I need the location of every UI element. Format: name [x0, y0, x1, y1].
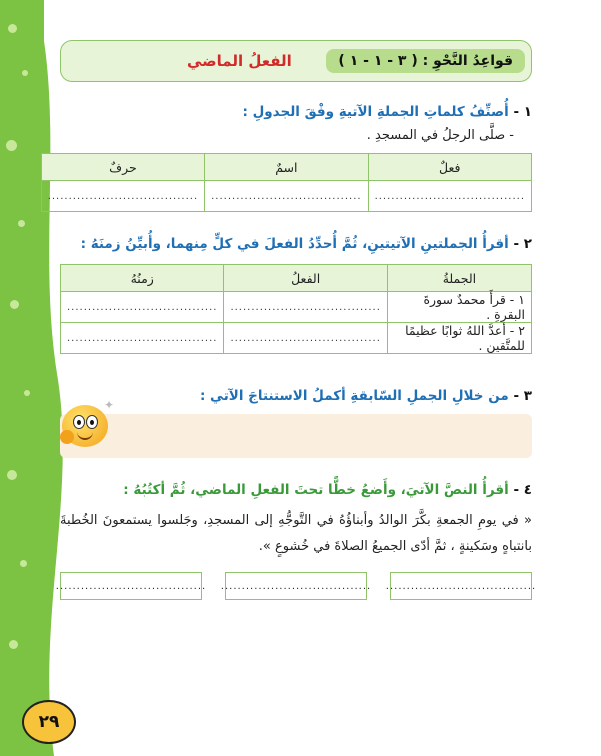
left-decorative-strip — [0, 0, 44, 756]
answer-blanks — [55, 572, 537, 600]
question-text: من خلالِ الجملِ السّابقةِ أكملُ الاستنتاجَ الآتي : — [199, 388, 509, 404]
dot-decoration — [22, 70, 28, 76]
dot-decoration — [20, 560, 27, 567]
dot-decoration — [9, 640, 18, 649]
column-header: الجملةُ — [387, 265, 531, 292]
answer-cell[interactable]: .................................... — [61, 292, 224, 323]
dot-decoration — [8, 24, 17, 33]
answer-cell[interactable]: .................................... — [41, 181, 204, 212]
worksheet — [47, 40, 537, 600]
question-text: أقرأُ النصَّ الآتيَ، وأَضعُ خطًّا تحتَ الفعلِ الماضي، ثُمَّ أكتُبُهُ : — [123, 482, 509, 498]
sentence-cell: ١ - قرأَ محمدٌ سورةَ البقرةِ . — [387, 292, 531, 323]
question-1 — [47, 104, 532, 212]
sentence-cell: ٢ - أعدَّ اللهُ ثوابًا عظيمًا للمتَّقين . — [387, 323, 531, 354]
dot-decoration — [6, 140, 17, 151]
verb-tense-table — [60, 264, 532, 354]
thought-spark-icon: ✦ — [104, 398, 115, 412]
question-number: ١ - — [513, 104, 532, 120]
answer-cell[interactable]: .................................... — [61, 323, 224, 354]
eye-icon — [86, 415, 98, 429]
answer-blank[interactable]: .................................... — [225, 572, 367, 600]
answer-blank[interactable]: .................................... — [390, 572, 532, 600]
dot-decoration — [10, 300, 19, 309]
title-bar — [60, 40, 532, 82]
column-header: اسمٌ — [205, 154, 368, 181]
question-3 — [60, 388, 532, 458]
answer-blank[interactable]: .................................... — [60, 572, 202, 600]
table-row — [61, 323, 532, 354]
question-text: أقرأُ الجملتينِ الآتيتينِ، ثُمَّ أُحدِّدُ الفعلَ في كلٍّ مِنهما، وأُبيِّنُ زمنَهُ : — [80, 236, 509, 252]
dot-decoration — [24, 390, 30, 396]
classification-table — [41, 153, 532, 212]
question-number: ٤ - — [513, 482, 532, 498]
dot-decoration — [7, 470, 17, 480]
table-row — [61, 292, 532, 323]
eye-icon — [73, 415, 85, 429]
lesson-label: قواعِدُ النَّحْوِ : ( ٣ - ١ - ١ ) — [326, 49, 525, 73]
column-header: فعلٌ — [368, 154, 531, 181]
hand-icon — [60, 430, 74, 444]
answer-cell[interactable]: .................................... — [224, 323, 387, 354]
conclusion-answer-box[interactable] — [60, 414, 532, 458]
column-header: الفعلُ — [224, 265, 387, 292]
answer-cell[interactable]: .................................... — [224, 292, 387, 323]
example-sentence: - صلَّى الرجلُ في المسجدِ . — [366, 128, 514, 143]
question-number: ٢ - — [513, 236, 532, 252]
answer-cell[interactable]: .................................... — [205, 181, 368, 212]
question-2 — [60, 236, 532, 354]
mouth-icon — [77, 432, 93, 440]
dot-decoration — [18, 220, 25, 227]
lesson-title: الفعلُ الماضي — [187, 52, 292, 70]
reading-passage: « في يومِ الجمعةِ بكَّرَ الوالدُ وأبناؤُهُ في التَّوجُّهِ إلى المسجدِ، وجَلسوا يستمعونَ الخُطبةَ بانتباهٍ وسَكينةٍ ، ثمَّ أدّى الجميعُ الصلاةَ في خُشوعٍ ». — [60, 513, 532, 554]
column-header: زمنُهُ — [61, 265, 224, 292]
column-header: حرفٌ — [41, 154, 204, 181]
page-number: ٢٩ — [22, 700, 76, 744]
answer-cell[interactable]: .................................... — [368, 181, 531, 212]
question-text: أُصنِّفُ كلماتِ الجملةِ الآتيةِ وفْقَ الجدولِ : — [242, 104, 509, 120]
question-4 — [55, 482, 537, 600]
question-number: ٣ - — [513, 388, 532, 404]
